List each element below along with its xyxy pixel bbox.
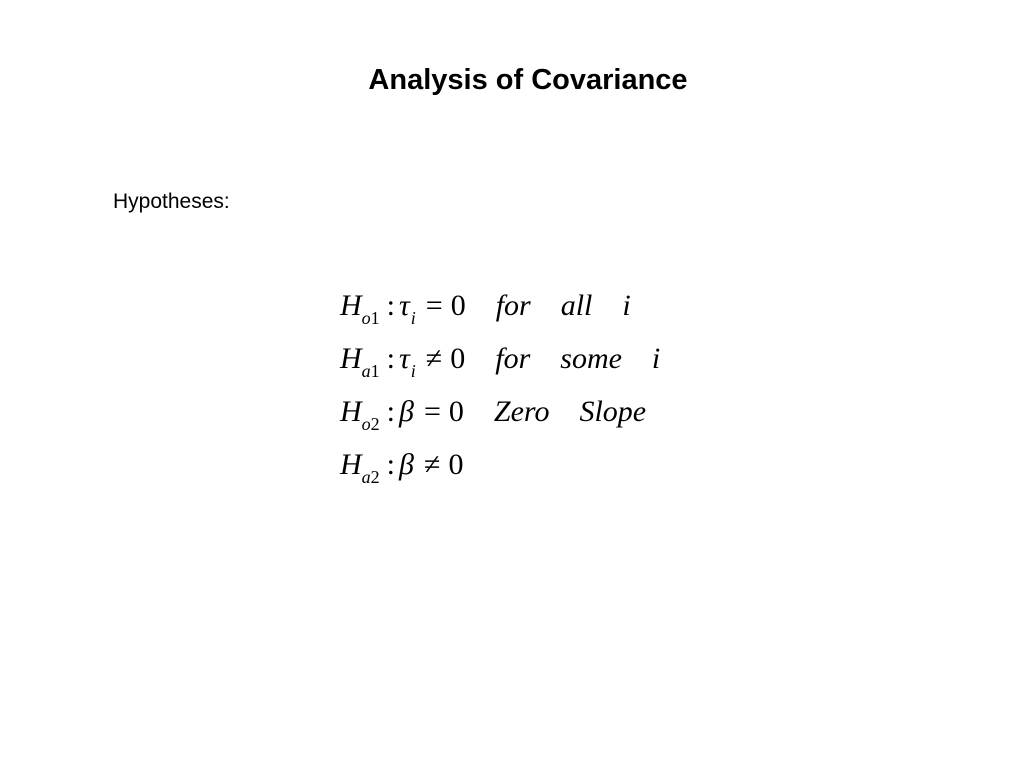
parameter-symbol: β [399, 448, 414, 481]
hypothesis-subscript [362, 401, 380, 447]
equation-value: 0 [450, 289, 466, 322]
subscript-letter: o [361, 414, 371, 434]
equation-value: 0 [448, 448, 464, 481]
equation-value: 0 [450, 342, 466, 375]
subscript-letter: o [361, 308, 371, 328]
equation-row [340, 442, 660, 495]
parameter-symbol: τ [399, 342, 410, 375]
subscript-number: 2 [370, 467, 380, 487]
subscript-number: 2 [370, 414, 380, 434]
parameter-subscript: i [410, 361, 416, 381]
subscript-letter: a [361, 361, 371, 381]
equation-relation: ≠ [423, 448, 441, 481]
hypothesis-variable: H [340, 395, 362, 428]
hypothesis-subscript [362, 454, 380, 500]
equation-value: 0 [448, 395, 464, 428]
subscript-letter: a [361, 467, 371, 487]
qualifier-word: Zero [493, 395, 550, 428]
equation-row [340, 283, 660, 336]
qualifier-word: all [560, 289, 593, 322]
qualifier-word: for [495, 342, 531, 375]
equation-relation: = [423, 395, 441, 428]
equation-row [340, 389, 660, 442]
equation-relation: = [425, 289, 443, 322]
equation-colon: : [386, 395, 396, 428]
hypothesis-subscript [362, 295, 380, 341]
hypotheses-label: Hypotheses: [113, 190, 230, 213]
parameter-symbol: τ [399, 289, 410, 322]
subscript-number: 1 [370, 361, 380, 381]
slide-title: Analysis of Covariance [368, 64, 688, 96]
qualifier-word: some [560, 342, 622, 375]
qualifier-word: i [622, 289, 631, 322]
hypothesis-subscript [362, 348, 380, 394]
equation-colon: : [386, 342, 396, 375]
parameter-symbol: β [399, 395, 414, 428]
hypothesis-variable: H [340, 448, 362, 481]
qualifier-word: Slope [579, 395, 647, 428]
qualifier-word: i [651, 342, 661, 375]
hypothesis-variable: H [340, 342, 362, 375]
hypothesis-variable: H [340, 289, 362, 322]
equation-colon: : [386, 448, 396, 481]
equation-relation: ≠ [425, 342, 443, 375]
subscript-number: 1 [370, 308, 380, 328]
qualifier-word: for [495, 289, 531, 322]
equation-colon: : [386, 289, 396, 322]
equation-row [340, 336, 660, 389]
hypotheses-equations [340, 283, 660, 495]
parameter-subscript: i [410, 308, 416, 328]
